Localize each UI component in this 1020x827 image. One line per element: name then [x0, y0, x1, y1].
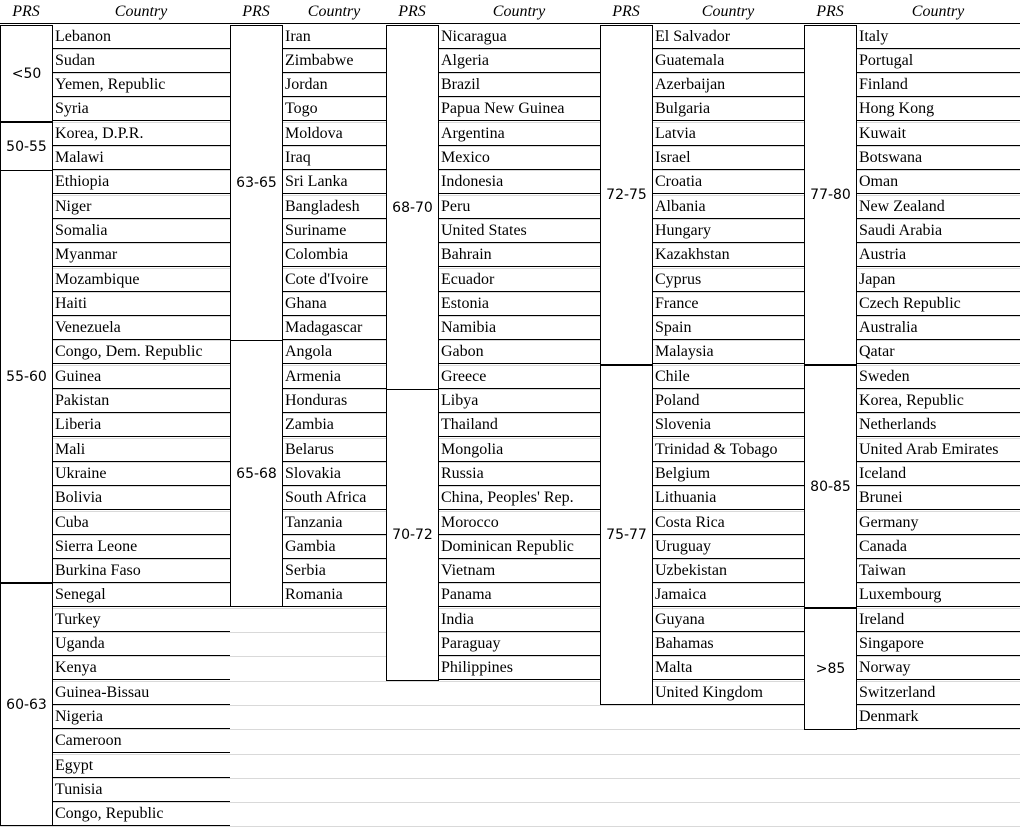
country-cell: Sierra Leone: [52, 535, 230, 559]
country-cell: United States: [438, 219, 600, 243]
prs-range-cell: [0, 583, 53, 826]
country-cell: Uruguay: [652, 535, 804, 559]
country-cell: Australia: [856, 316, 1020, 340]
country-cell: Vietnam: [438, 559, 600, 583]
country-cell: Hong Kong: [856, 97, 1020, 121]
prs-column-header: PRS: [242, 3, 270, 20]
country-cell: Iceland: [856, 462, 1020, 486]
country-cell: Switzerland: [856, 681, 1020, 705]
country-cell: Niger: [52, 195, 230, 219]
country-cell: Paraguay: [438, 632, 600, 656]
prs-column-header: PRS: [398, 3, 426, 20]
country-cell: India: [438, 608, 600, 632]
country-cell: United Kingdom: [652, 681, 804, 705]
country-cell: Tanzania: [282, 511, 386, 535]
country-cell: Lithuania: [652, 486, 804, 510]
country-cell: Japan: [856, 268, 1020, 292]
country-cell: Kuwait: [856, 122, 1020, 146]
country-cell: Venezuela: [52, 316, 230, 340]
prs-range-label: 77-80: [810, 187, 851, 203]
country-cell: Burkina Faso: [52, 559, 230, 583]
country-cell: Oman: [856, 170, 1020, 194]
country-cell: Finland: [856, 73, 1020, 97]
country-cell: Argentina: [438, 122, 600, 146]
country-cell: Malta: [652, 656, 804, 680]
prs-range-cell: [0, 170, 53, 583]
country-cell: Israel: [652, 146, 804, 170]
country-cell: South Africa: [282, 486, 386, 510]
country-cell: Zimbabwe: [282, 49, 386, 73]
country-cell: Sweden: [856, 365, 1020, 389]
country-cell: Yemen, Republic: [52, 73, 230, 97]
prs-range-cell: [804, 608, 857, 730]
prs-range-label: >85: [815, 661, 846, 677]
country-cell: Chile: [652, 365, 804, 389]
country-cell: Hungary: [652, 219, 804, 243]
country-cell: Greece: [438, 365, 600, 389]
prs-range-cell: [386, 25, 439, 390]
country-cell: Malaysia: [652, 340, 804, 364]
prs-column-header: PRS: [612, 3, 640, 20]
country-cell: Papua New Guinea: [438, 97, 600, 121]
country-cell: Bolivia: [52, 486, 230, 510]
prs-range-label: 72-75: [606, 187, 647, 203]
country-cell: Guatemala: [652, 49, 804, 73]
country-cell: Myanmar: [52, 243, 230, 267]
country-cell: Portugal: [856, 49, 1020, 73]
country-column-header: Country: [911, 3, 965, 20]
prs-column-header: PRS: [12, 3, 40, 20]
country-cell: Mozambique: [52, 268, 230, 292]
country-cell: Jamaica: [652, 583, 804, 607]
country-cell: Ukraine: [52, 462, 230, 486]
country-cell: Libya: [438, 389, 600, 413]
prs-range-label: 60-63: [6, 696, 47, 713]
country-cell: Romania: [282, 583, 386, 607]
country-cell: Bahrain: [438, 243, 600, 267]
country-cell: Guyana: [652, 608, 804, 632]
country-cell: Liberia: [52, 413, 230, 437]
country-cell: Kazakhstan: [652, 243, 804, 267]
country-cell: Senegal: [52, 583, 230, 607]
country-cell: Kenya: [52, 656, 230, 680]
prs-range-label: 55-60: [6, 368, 47, 385]
country-cell: Canada: [856, 535, 1020, 559]
prs-range-label: <50: [11, 65, 42, 82]
country-cell: Denmark: [856, 705, 1020, 729]
prs-range-label: 50-55: [6, 138, 47, 155]
country-cell: Ghana: [282, 292, 386, 316]
country-cell: Russia: [438, 462, 600, 486]
prs-range-cell: [230, 340, 283, 607]
country-cell: Tunisia: [52, 778, 230, 802]
country-cell: Italy: [856, 25, 1020, 49]
country-cell: Cameroon: [52, 729, 230, 753]
country-cell: New Zealand: [856, 195, 1020, 219]
country-cell: Peru: [438, 195, 600, 219]
country-cell: Slovakia: [282, 462, 386, 486]
country-cell: Brazil: [438, 73, 600, 97]
country-cell: Iran: [282, 25, 386, 49]
country-column-header: Country: [492, 3, 546, 20]
country-cell: China, Peoples' Rep.: [438, 486, 600, 510]
country-cell: Madagascar: [282, 316, 386, 340]
country-cell: Luxembourg: [856, 583, 1020, 607]
country-cell: Czech Republic: [856, 292, 1020, 316]
country-cell: Cote d'Ivoire: [282, 268, 386, 292]
country-cell: Spain: [652, 316, 804, 340]
country-cell: Malawi: [52, 146, 230, 170]
country-cell: Saudi Arabia: [856, 219, 1020, 243]
country-cell: Cyprus: [652, 268, 804, 292]
country-cell: Brunei: [856, 486, 1020, 510]
country-cell: Turkey: [52, 608, 230, 632]
country-cell: Germany: [856, 511, 1020, 535]
country-cell: Indonesia: [438, 170, 600, 194]
country-cell: Suriname: [282, 219, 386, 243]
country-cell: Korea, D.P.R.: [52, 122, 230, 146]
country-cell: Jordan: [282, 73, 386, 97]
country-cell: Zambia: [282, 413, 386, 437]
country-cell: Somalia: [52, 219, 230, 243]
country-cell: Ireland: [856, 608, 1020, 632]
country-column-header: Country: [701, 3, 755, 20]
country-cell: Morocco: [438, 511, 600, 535]
country-cell: Ethiopia: [52, 170, 230, 194]
country-cell: Estonia: [438, 292, 600, 316]
country-cell: Belgium: [652, 462, 804, 486]
prs-range-label: 68-70: [392, 199, 433, 216]
country-cell: Belarus: [282, 438, 386, 462]
country-cell: Ecuador: [438, 268, 600, 292]
country-cell: Bulgaria: [652, 97, 804, 121]
country-cell: Panama: [438, 583, 600, 607]
country-cell: Guinea: [52, 365, 230, 389]
country-cell: Togo: [282, 97, 386, 121]
prs-range-cell: [386, 389, 439, 681]
country-cell: Qatar: [856, 340, 1020, 364]
country-cell: Trinidad & Tobago: [652, 438, 804, 462]
prs-column-header: PRS: [816, 3, 844, 20]
country-cell: Haiti: [52, 292, 230, 316]
country-cell: Korea, Republic: [856, 389, 1020, 413]
country-cell: Cuba: [52, 511, 230, 535]
country-cell: Nigeria: [52, 705, 230, 729]
country-cell: Costa Rica: [652, 511, 804, 535]
country-column-header: Country: [114, 3, 168, 20]
prs-range-cell: [804, 25, 857, 365]
country-cell: Taiwan: [856, 559, 1020, 583]
country-cell: Sri Lanka: [282, 170, 386, 194]
country-cell: Latvia: [652, 122, 804, 146]
prs-range-cell: [600, 25, 653, 365]
country-cell: Algeria: [438, 49, 600, 73]
country-cell: Philippines: [438, 656, 600, 680]
country-cell: El Salvador: [652, 25, 804, 49]
country-cell: Syria: [52, 97, 230, 121]
prs-range-cell: [230, 25, 283, 341]
country-cell: Lebanon: [52, 25, 230, 49]
country-cell: Albania: [652, 195, 804, 219]
country-cell: Colombia: [282, 243, 386, 267]
country-cell: Sudan: [52, 49, 230, 73]
country-cell: Gabon: [438, 340, 600, 364]
country-cell: Iraq: [282, 146, 386, 170]
prs-range-label: 75-77: [606, 527, 647, 543]
country-cell: Nicaragua: [438, 25, 600, 49]
prs-range-label: 80-85: [810, 478, 851, 495]
country-cell: Mongolia: [438, 438, 600, 462]
country-cell: Mexico: [438, 146, 600, 170]
country-cell: Slovenia: [652, 413, 804, 437]
prs-range-cell: [804, 365, 857, 608]
prs-range-cell: [0, 122, 53, 171]
country-cell: Uzbekistan: [652, 559, 804, 583]
country-cell: Gambia: [282, 535, 386, 559]
country-cell: Azerbaijan: [652, 73, 804, 97]
country-cell: Angola: [282, 340, 386, 364]
country-cell: Honduras: [282, 389, 386, 413]
prs-range-label: 65-68: [236, 465, 277, 482]
country-cell: Bangladesh: [282, 195, 386, 219]
country-cell: Congo, Dem. Republic: [52, 340, 230, 364]
country-cell: Norway: [856, 656, 1020, 680]
country-cell: Bahamas: [652, 632, 804, 656]
country-cell: Croatia: [652, 170, 804, 194]
country-cell: Thailand: [438, 413, 600, 437]
country-cell: Botswana: [856, 146, 1020, 170]
country-cell: Pakistan: [52, 389, 230, 413]
country-cell: Singapore: [856, 632, 1020, 656]
country-cell: Moldova: [282, 122, 386, 146]
country-cell: Guinea-Bissau: [52, 681, 230, 705]
prs-range-label: 70-72: [392, 527, 433, 543]
country-cell: Congo, Republic: [52, 802, 230, 826]
country-cell: Armenia: [282, 365, 386, 389]
country-cell: Netherlands: [856, 413, 1020, 437]
country-cell: Serbia: [282, 559, 386, 583]
country-cell: Poland: [652, 389, 804, 413]
prs-range-cell: [600, 365, 653, 705]
prs-range-label: 63-65: [236, 175, 277, 191]
prs-range-cell: [0, 25, 53, 122]
country-cell: Uganda: [52, 632, 230, 656]
country-cell: France: [652, 292, 804, 316]
country-cell: Mali: [52, 438, 230, 462]
country-cell: Austria: [856, 243, 1020, 267]
country-column-header: Country: [307, 3, 361, 20]
country-cell: Dominican Republic: [438, 535, 600, 559]
country-cell: Egypt: [52, 754, 230, 778]
country-cell: Namibia: [438, 316, 600, 340]
country-cell: United Arab Emirates: [856, 438, 1020, 462]
